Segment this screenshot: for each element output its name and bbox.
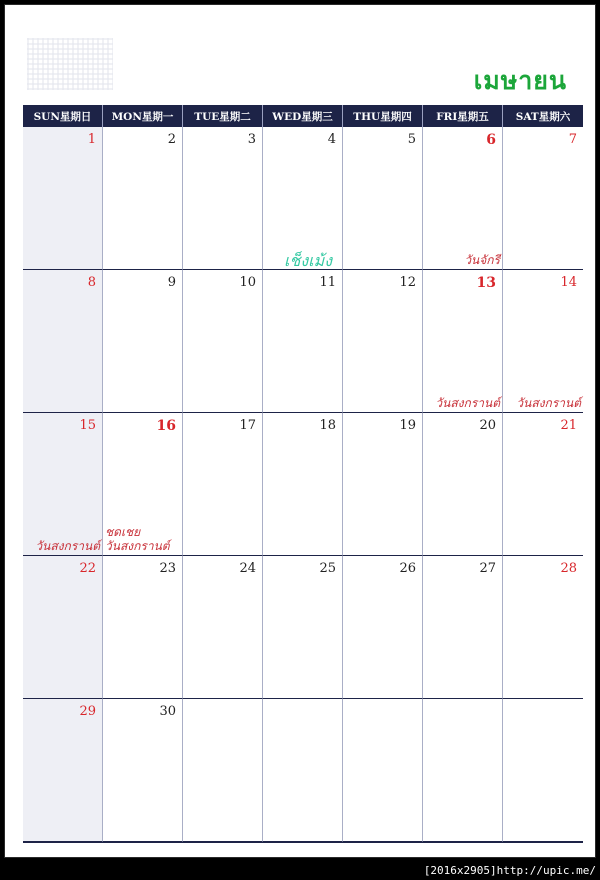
day-cell xyxy=(23,413,103,556)
empty-day-cell xyxy=(183,699,263,842)
day-number: 4 xyxy=(327,132,336,147)
day-cell xyxy=(183,413,263,556)
holiday-note: วันสงกรานต์ xyxy=(105,539,170,553)
day-cell xyxy=(343,556,423,699)
watermark: [2016x2905]http://upic.me/ xyxy=(423,864,596,877)
day-cell xyxy=(103,270,183,413)
day-number: 24 xyxy=(239,561,256,576)
day-number: 6 xyxy=(486,132,496,148)
weekday-header-cell: SUN星期日 xyxy=(23,105,103,127)
empty-day-cell xyxy=(263,699,343,842)
day-number: 9 xyxy=(167,275,176,290)
empty-day-cell xyxy=(343,699,423,842)
calendar-grid xyxy=(23,105,583,843)
day-cell xyxy=(423,270,503,413)
day-number: 8 xyxy=(87,275,96,290)
weekday-header-cell: WED星期三 xyxy=(263,105,343,127)
weekday-header-cell: TUE星期二 xyxy=(183,105,263,127)
day-number: 20 xyxy=(479,418,496,433)
festival-note: เช็งเม้ง xyxy=(284,251,332,270)
weekday-header-cell: THU星期四 xyxy=(343,105,423,127)
day-cell xyxy=(503,127,583,270)
day-number: 22 xyxy=(79,561,96,576)
day-number: 15 xyxy=(79,418,96,433)
day-cell xyxy=(343,413,423,556)
weekday-header-cell: MON星期一 xyxy=(103,105,183,127)
day-cell xyxy=(503,270,583,413)
day-grid xyxy=(23,127,583,843)
day-cell xyxy=(423,556,503,699)
day-cell xyxy=(23,699,103,842)
day-number: 29 xyxy=(79,704,96,719)
day-number: 25 xyxy=(319,561,336,576)
day-number: 11 xyxy=(319,275,336,290)
day-number: 5 xyxy=(407,132,416,147)
day-number: 27 xyxy=(479,561,496,576)
weekday-header xyxy=(23,105,583,127)
weekday-header-cell: SAT星期六 xyxy=(515,110,571,123)
day-cell xyxy=(423,127,503,270)
day-number: 13 xyxy=(476,275,496,291)
day-cell xyxy=(103,127,183,270)
day-number: 14 xyxy=(560,275,577,290)
day-number: 3 xyxy=(247,132,256,147)
day-number: 28 xyxy=(560,561,577,576)
holiday-note: วันสงกรานต์ xyxy=(435,396,500,410)
day-number: 1 xyxy=(87,132,96,147)
day-number: 30 xyxy=(159,704,176,719)
day-cell xyxy=(23,556,103,699)
day-cell xyxy=(183,127,263,270)
day-cell xyxy=(263,556,343,699)
day-number: 18 xyxy=(319,418,336,433)
footer-bar xyxy=(0,862,600,880)
month-title: เมษายน xyxy=(473,66,567,95)
day-cell xyxy=(503,556,583,699)
decorative-pattern xyxy=(27,38,113,90)
day-cell xyxy=(103,413,183,556)
holiday-note: ชดเชย xyxy=(105,525,141,539)
day-number: 17 xyxy=(239,418,256,433)
day-cell xyxy=(103,556,183,699)
day-number: 19 xyxy=(399,418,416,433)
empty-day-cell xyxy=(503,699,583,842)
day-cell xyxy=(103,699,183,842)
holiday-note: วันจักรี xyxy=(464,253,500,267)
day-number: 2 xyxy=(167,132,176,147)
day-cell xyxy=(23,270,103,413)
holiday-note: วันสงกรานต์ xyxy=(35,539,100,553)
day-cell xyxy=(423,413,503,556)
day-cell xyxy=(23,127,103,270)
weekday-header-cell: FRI星期五 xyxy=(423,105,503,127)
day-number: 12 xyxy=(399,275,416,290)
day-cell xyxy=(503,413,583,556)
day-cell xyxy=(343,127,423,270)
calendar-page xyxy=(4,4,596,858)
day-number: 7 xyxy=(568,132,577,147)
empty-day-cell xyxy=(423,699,503,842)
day-cell xyxy=(183,270,263,413)
day-number: 23 xyxy=(159,561,176,576)
day-cell xyxy=(343,270,423,413)
day-cell xyxy=(263,413,343,556)
day-cell xyxy=(263,270,343,413)
day-number: 10 xyxy=(239,275,256,290)
day-cell xyxy=(263,127,343,270)
holiday-note: วันสงกรานต์ xyxy=(516,396,581,410)
day-number: 26 xyxy=(399,561,416,576)
day-number: 21 xyxy=(560,418,577,433)
day-cell xyxy=(183,556,263,699)
day-number: 16 xyxy=(156,418,176,434)
